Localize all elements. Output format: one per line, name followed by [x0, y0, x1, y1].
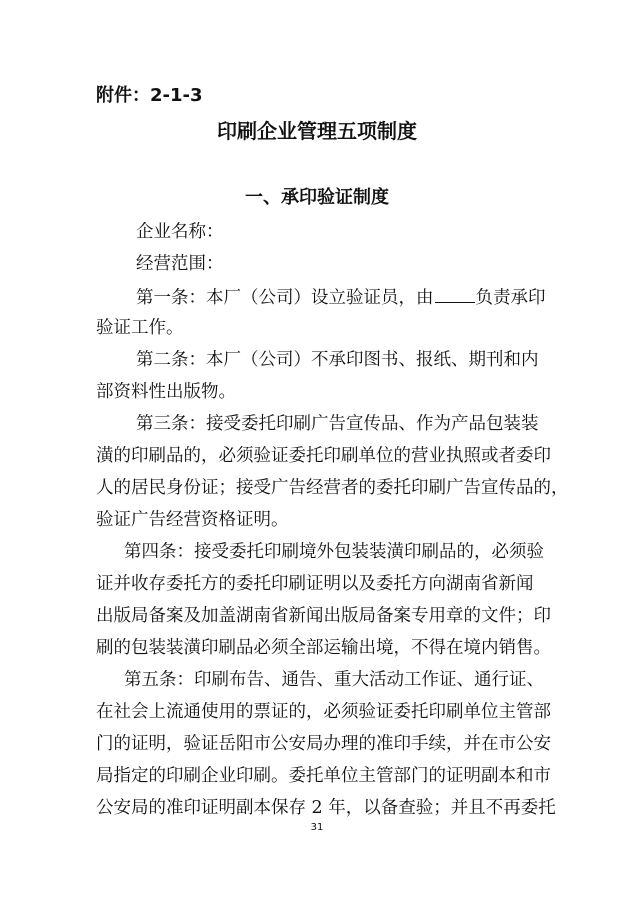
article-1-line-2: 验证工作。: [96, 318, 184, 338]
attachment-label: 附件：2-1-3: [96, 85, 203, 106]
article-4-line-1: 第四条：接受委托印刷境外包装装潢印刷品的，必须验: [124, 542, 544, 562]
article-5-line-4: 局指定的印刷企业印刷。委托单位主管部门的证明副本和市: [96, 766, 551, 786]
article-5-line-1: 第五条：印刷布告、通告、重大活动工作证、通行证、: [124, 670, 544, 690]
article-1-text-after-blank: 负责承印: [475, 288, 546, 308]
article-3-line-3: 人的居民身份证；接受广告经营者的委托印刷广告宣传品的，: [96, 478, 569, 498]
article-5-line-3: 门的证明，验证岳阳市公安局办理的准印手续，并在市公安: [96, 734, 551, 754]
page-number: 31: [310, 822, 324, 833]
article-3-line-1: 第三条：接受委托印刷广告宣传品、作为产品包装装: [136, 414, 539, 434]
article-5-line-2: 在社会上流通使用的票证的，必须验证委托印刷单位主管部: [96, 702, 551, 722]
article-4-line-4: 刷的包装装潢印刷品必须全部运输出境，不得在境内销售。: [96, 638, 551, 658]
article-3-line-4: 验证广告经营资格证明。: [96, 510, 289, 530]
article-2-line-2: 部资料性出版物。: [96, 382, 236, 402]
article-4-line-2: 证并收存委托方的委托印刷证明以及委托方向湖南省新闻: [96, 574, 534, 594]
document-title: 印刷企业管理五项制度: [217, 119, 417, 143]
business-scope-label: 经营范围：: [136, 254, 224, 274]
company-name-label: 企业名称：: [136, 222, 224, 242]
article-1-text-before-blank: 第一条：本厂（公司）设立验证员，由: [136, 288, 434, 308]
article-3-line-2: 潢的印刷品的，必须验证委托印刷单位的营业执照或者委印: [96, 446, 551, 466]
section-title: 一、承印验证制度: [245, 187, 389, 208]
article-1-line-1: [136, 284, 546, 310]
article-2-line-1: 第二条：本厂（公司）不承印图书、报纸、期刊和内: [136, 350, 539, 370]
article-4-line-3: 出版局备案及加盖湖南省新闻出版局备案专用章的文件；印: [96, 606, 551, 626]
fill-in-blank: [435, 284, 475, 303]
article-5-line-5: 公安局的准印证明副本保存 2 年，以备查验；并且不再委托: [96, 798, 556, 818]
